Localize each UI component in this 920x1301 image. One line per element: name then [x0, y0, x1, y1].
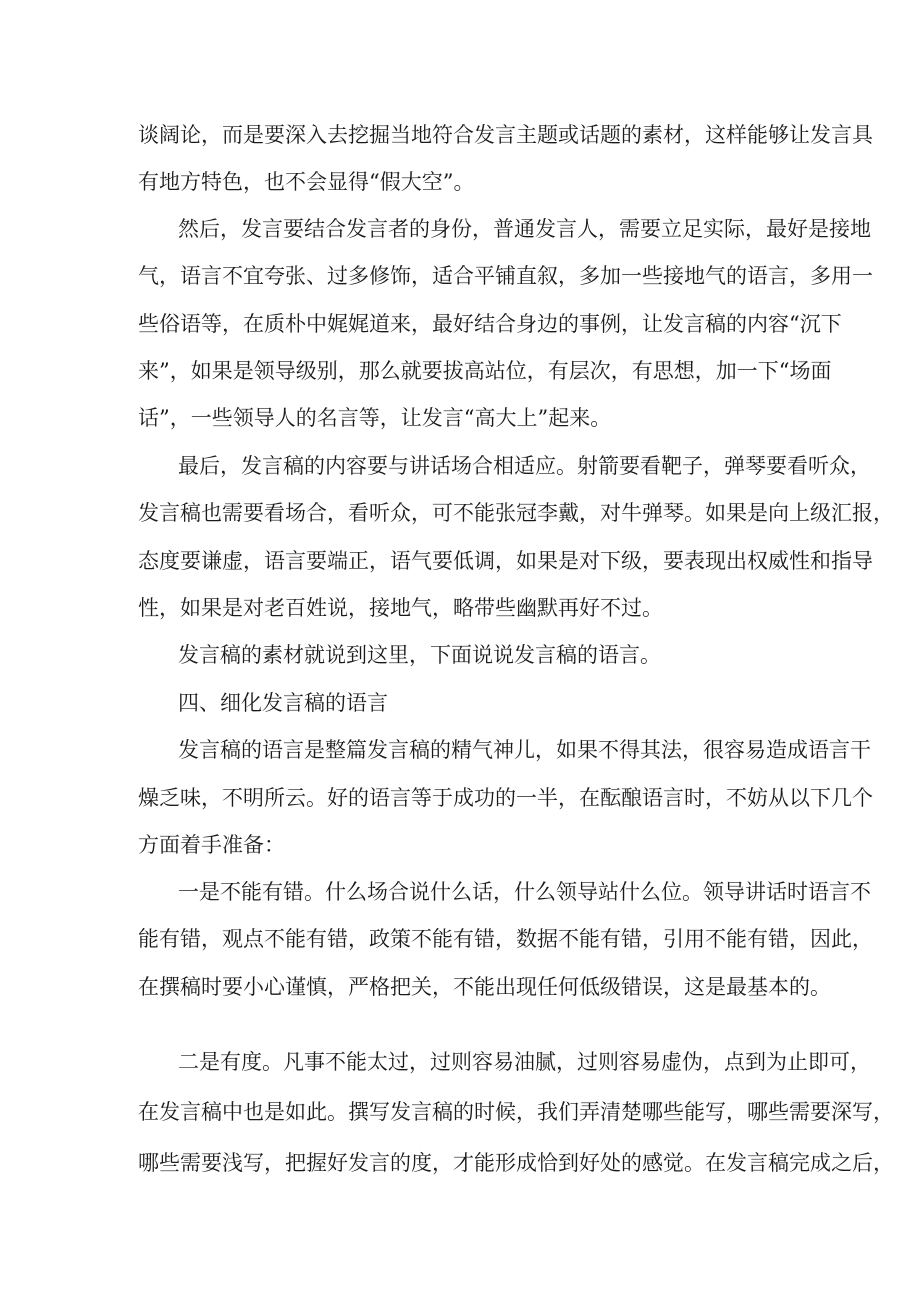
paragraph-first-line: 一是不能有错。什么场合说什么话，什么领导站什么位。领导讲话时语言不 — [178, 880, 871, 904]
text-line: 有地方特色，也不会显得“假大空”。 — [138, 170, 475, 194]
text-line: 能有错，观点不能有错，政策不能有错，数据不能有错，引用不能有错，因此， — [138, 927, 873, 951]
text-line: 话”，一些领导人的名言等，让发言“高大上”起来。 — [138, 406, 612, 430]
text-line: 态度要谦虚，语言要端正，语气要低调，如果是对下级，要表现出权威性和指导 — [138, 549, 873, 573]
text-line: 燥乏味，不明所云。好的语言等于成功的一半，在酝酿语言时，不妨从以下几个 — [138, 786, 873, 810]
text-line: 气，语言不宜夸张、过多修饰，适合平铺直叙，多加一些接地气的语言，多用一 — [138, 264, 873, 288]
text-line: 哪些需要浅写，把握好发言的度，才能形成恰到好处的感觉。在发言稿完成之后， — [138, 1151, 894, 1175]
text-line: 来”，如果是领导级别，那么就要拔高站位，有层次，有思想，加一下“场面 — [138, 359, 832, 383]
text-line: 在发言稿中也是如此。撰写发言稿的时候，我们弄清楚哪些能写，哪些需要深写， — [138, 1100, 894, 1124]
section-heading: 四、细化发言稿的语言 — [178, 691, 388, 715]
text-line: 方面着手准备： — [138, 833, 285, 857]
text-line: 发言稿也需要看场合，看听众，可不能张冠李戴，对牛弹琴。如果是向上级汇报， — [138, 501, 894, 525]
text-line: 性，如果是对老百姓说，接地气，略带些幽默再好不过。 — [138, 596, 663, 620]
text-line: 谈阔论，而是要深入去挖掘当地符合发言主题或话题的素材，这样能够让发言具 — [138, 123, 873, 147]
paragraph-first-line: 然后，发言要结合发言者的身份，普通发言人，需要立足实际，最好是接地 — [178, 217, 871, 241]
text-line: 在撰稿时要小心谨慎，严格把关，不能出现任何低级错误，这是最基本的。 — [138, 975, 831, 999]
paragraph-first-line: 最后，发言稿的内容要与讲话场合相适应。射箭要看靶子，弹琴要看听众， — [178, 454, 871, 478]
paragraph-first-line: 发言稿的语言是整篇发言稿的精气神儿，如果不得其法，很容易造成语言干 — [178, 738, 871, 762]
text-line: 些俗语等，在质朴中娓娓道来，最好结合身边的事例，让发言稿的内容“沉下 — [138, 312, 842, 336]
paragraph-first-line: 二是有度。凡事不能太过，过则容易油腻，过则容易虚伪，点到为止即可， — [178, 1050, 871, 1074]
paragraph-first-line: 发言稿的素材就说到这里，下面说说发言稿的语言。 — [178, 643, 661, 667]
